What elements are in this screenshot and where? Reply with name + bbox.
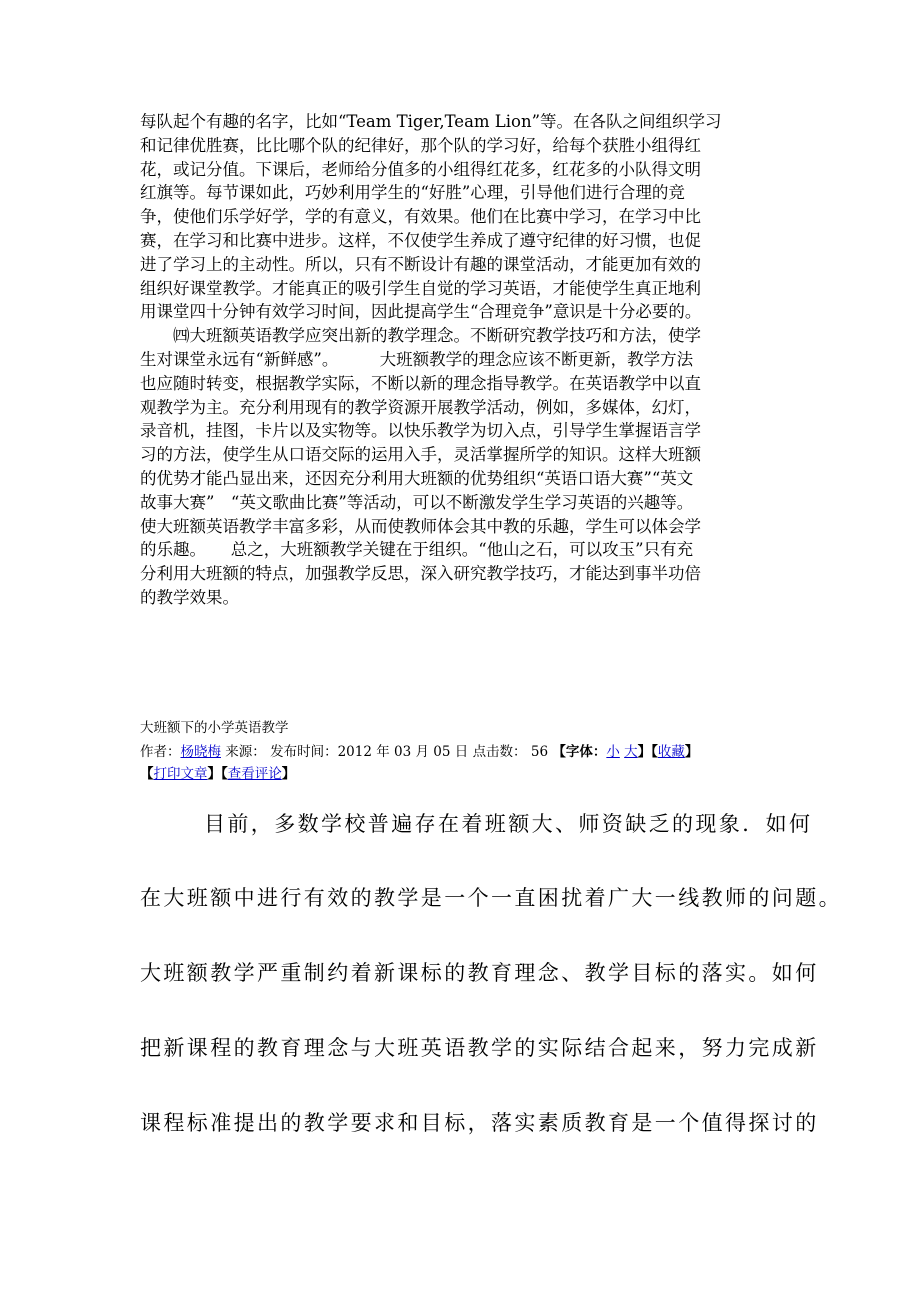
- favorite-open: 【: [651, 744, 658, 760]
- article-meta: [140, 741, 820, 785]
- paragraph-line: 红旗等。每节课如此，巧妙利用学生的“好胜”心理，引导他们进行合理的竞: [140, 183, 685, 203]
- paragraph-line: 每队起个有趣的名字，比如“Team Tiger,Team Lion”等。在各队之间组织学习: [140, 112, 722, 131]
- article-body-line: 目前，多数学校普遍存在着班额大、师资缺乏的现象．如何: [204, 812, 813, 836]
- font-size-close: 】: [637, 744, 652, 760]
- article-body-line: 大班额教学严重制约着新课标的教育理念、教学目标的落实。如何: [140, 961, 819, 985]
- paragraph-continued: [140, 110, 782, 610]
- font-small-link[interactable]: 小: [606, 744, 620, 760]
- clicks-label: 点击数：: [472, 744, 527, 760]
- paragraph-line: 进了学习上的主动性。所以，只有不断设计有趣的课堂活动，才能更加有效的: [140, 254, 701, 274]
- paragraph-line: 的教学效果。: [140, 587, 239, 607]
- paragraph-line: 故事大赛” “英文歌曲比赛”等活动，可以不断激发学生学习英语的兴趣等。: [140, 492, 694, 512]
- paragraph-line: 的乐趣。 总之，大班额教学关键在于组织。“他山之石，可以攻玉”只有充: [140, 540, 694, 560]
- source-label: 来源：: [225, 744, 266, 760]
- font-size-open: 【字体：: [552, 744, 607, 760]
- font-large-link[interactable]: 大: [624, 744, 638, 760]
- published-date: 2012 年 03 月 05 日: [337, 744, 469, 760]
- paragraph-line: 分利用大班额的特点，加强教学反思，深入研究教学技巧，才能达到事半功倍: [140, 564, 701, 584]
- paragraph-line: 录音机，挂图，卡片以及实物等。以快乐教学为切入点，引导学生掌握语言学: [140, 421, 701, 441]
- article-title: 大班额下的小学英语教学: [140, 720, 289, 736]
- paragraph-line: 也应随时转变，根据教学实际，不断以新的理念指导教学。在英语教学中以直: [140, 373, 701, 393]
- paragraph-line: 花，或记分值。下课后，老师给分值多的小组得红花多，红花多的小队得文明: [140, 159, 701, 179]
- paragraph-line: 和记律优胜赛，比比哪个队的纪律好，那个队的学习好，给每个获胜小组得红: [140, 135, 701, 155]
- clicks-count: 56: [530, 744, 549, 760]
- print-close: 】: [207, 766, 221, 782]
- paragraph-line: 的优势才能凸显出来，还因充分利用大班额的优势组织“英语口语大赛”“英文: [140, 468, 694, 488]
- article-body-line: 在大班额中进行有效的教学是一个一直困扰着广大一线教师的问题。: [140, 886, 842, 910]
- paragraph-line: 赛，在学习和比赛中进步。这样，不仅使学生养成了遵守纪律的好习惯，也促: [140, 230, 701, 250]
- paragraph-line: 习的方法，使学生从口语交际的运用入手，灵活掌握所学的知识。这样大班额: [140, 445, 701, 465]
- paragraph-line: ㈣大班额英语教学应突出新的教学理念。不断研究教学技巧和方法，使学: [140, 326, 701, 346]
- comments-close: 】: [281, 766, 296, 782]
- author-label: 作者：: [140, 744, 181, 760]
- print-open: 【: [140, 766, 154, 782]
- paragraph-line: 用课堂四十分钟有效学习时间，因此提高学生“合理竞争”意识是十分必要的。: [140, 302, 702, 322]
- article-body-line: 课程标准提出的教学要求和目标，落实素质教育是一个值得探讨的: [140, 1111, 819, 1135]
- paragraph-line: 争，使他们乐学好学，学的有意义，有效果。他们在比赛中学习，在学习中比: [140, 207, 701, 227]
- print-link[interactable]: 打印文章: [153, 766, 208, 782]
- paragraph-line: 使大班额英语教学丰富多彩，从而使教师体会其中教的乐趣，学生可以体会学: [140, 516, 701, 536]
- comments-open: 【: [221, 766, 228, 782]
- comments-link[interactable]: 查看评论: [227, 766, 282, 782]
- paragraph-line: 观教学为主。充分利用现有的教学资源开展教学活动，例如，多媒体，幻灯，: [140, 397, 701, 417]
- favorite-link[interactable]: 收藏: [657, 744, 685, 760]
- favorite-close: 】: [684, 744, 699, 760]
- author-link[interactable]: 杨晓梅: [180, 744, 221, 760]
- article-body-line: 把新课程的教育理念与大班英语教学的实际结合起来，努力完成新: [140, 1036, 819, 1060]
- published-label: 发布时间：: [270, 744, 338, 760]
- paragraph-line: 组织好课堂教学。才能真正的吸引学生自觉的学习英语，才能使学生真正地利: [140, 278, 701, 298]
- paragraph-line: 生对课堂永远有“新鲜感”。 大班额教学的理念应该不断更新，教学方法: [140, 349, 694, 369]
